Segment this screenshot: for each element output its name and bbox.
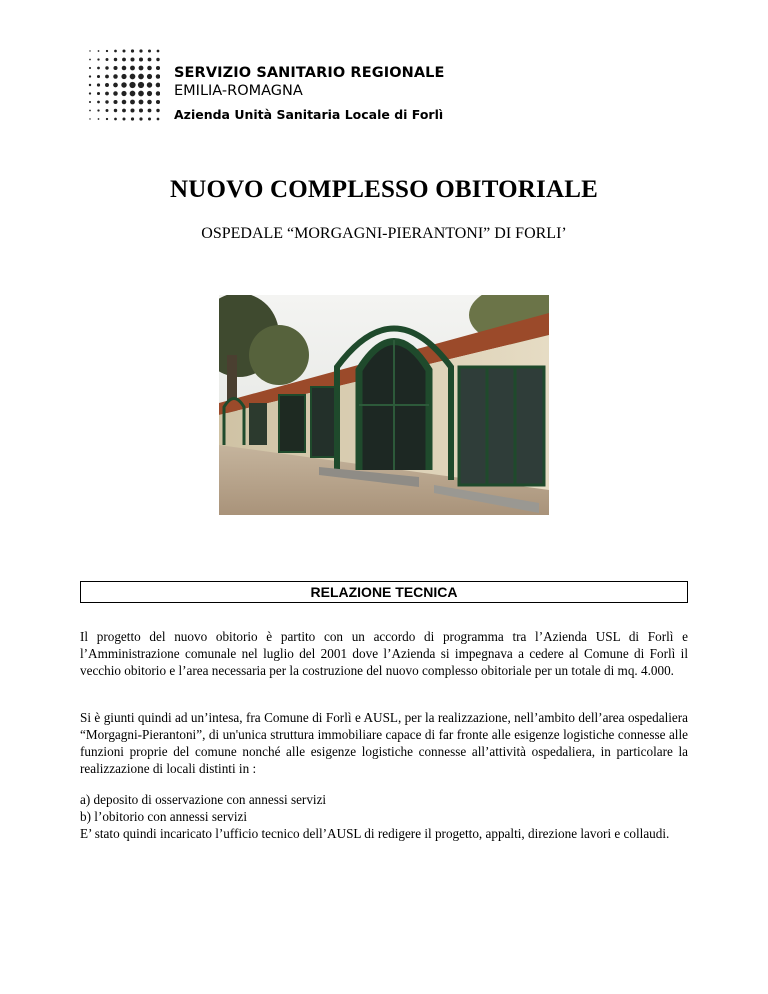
building-photo-icon bbox=[219, 295, 549, 515]
document-subtitle: OSPEDALE “MORGAGNI-PIERANTONI” DI FORLI’ bbox=[201, 225, 567, 242]
paragraph-3: E’ stato quindi incaricato l’ufficio tecnico dell’AUSL di redigere il progetto, appalti, direzione lavori e collaudi. bbox=[80, 826, 670, 841]
header-logo bbox=[86, 47, 486, 127]
logo-region-name: EMILIA-ROMAGNA bbox=[174, 83, 303, 99]
dotted-grid-logo-icon bbox=[86, 47, 160, 121]
list-item: a) deposito di osservazione con annessi servizi bbox=[80, 792, 327, 807]
paragraph-2: Si è giunti quindi ad un’intesa, fra Comune di Forlì e AUSL, per la realizzazione, nell’ambito dell’area ospedaliera “Morgagni-Pierantoni”, di un'unica struttura immobiliare capace di far fronte alle esigenze logistiche connesse alle funzioni proprie del comune nonché alle esigenze logistiche connesse all’attività ospedaliera, in particolare la realizzazione di locali distinti in : bbox=[80, 710, 688, 776]
paragraph-1: Il progetto del nuovo obitorio è partito con un accordo di programma tra l’Azienda USL di Forlì e l’Amministrazione comunale nel luglio del 2001 dove l’Azienda si impegnava a cedere al Comune di Forlì il vecchio obitorio e l’area necessaria per la costruzione del nuovo complesso obitoriale per un totale di mq. 4.000. bbox=[80, 629, 688, 678]
section-heading: RELAZIONE TECNICA bbox=[80, 581, 688, 603]
list-item: b) l’obitorio con annessi servizi bbox=[80, 809, 248, 824]
document-title: NUOVO COMPLESSO OBITORIALE bbox=[170, 176, 598, 203]
logo-agency-name: Azienda Unità Sanitaria Locale di Forlì bbox=[174, 107, 444, 122]
logo-service-name: SERVIZIO SANITARIO REGIONALE bbox=[174, 65, 445, 81]
facility-list bbox=[80, 791, 688, 825]
